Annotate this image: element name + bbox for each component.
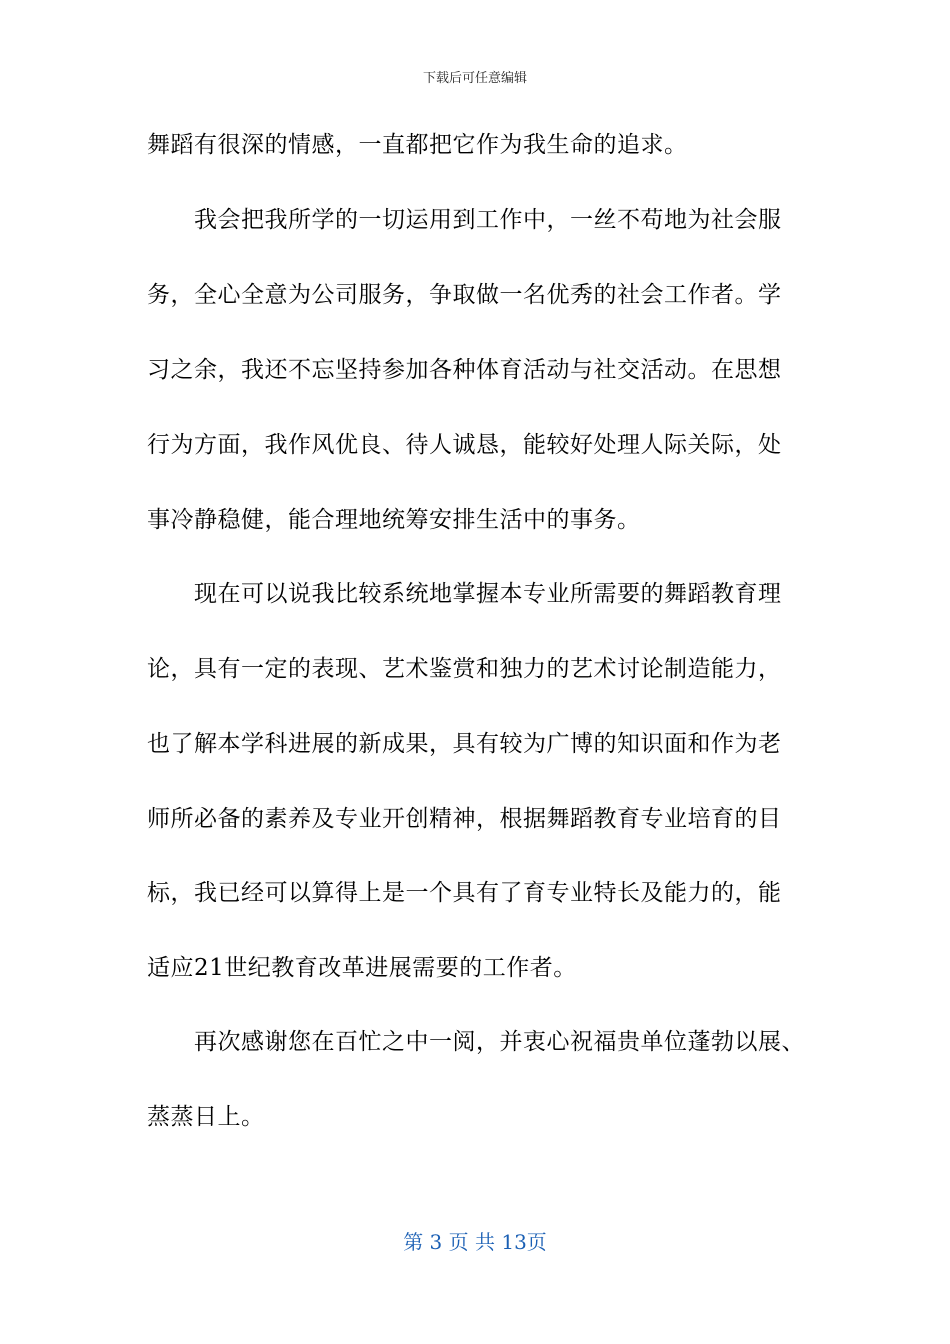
paragraph-first-line: 现在可以说我比较系统地掌握本专业所需要的舞蹈教育理 [194,581,782,607]
text-line: 事冷静稳健，能合理地统筹安排生活中的事务。 [147,507,641,533]
text-line: 也了解本学科进展的新成果，具有较为广博的知识面和作为老 [147,731,782,757]
page-number-footer: 第 3 页 共 13页 [403,1230,547,1254]
paragraph-first-line: 我会把我所学的一切运用到工作中，一丝不苟地为社会服 [194,207,782,233]
text-line: 适应21世纪教育改革进展需要的工作者。 [147,955,577,981]
paragraph-first-line: 再次感谢您在百忙之中一阅，并衷心祝福贵单位蓬勃以展、 [194,1029,805,1055]
text-line: 蒸蒸日上。 [147,1104,265,1130]
text-line: 论，具有一定的表现、艺术鉴赏和独力的艺术讨论制造能力， [147,656,782,682]
text-line: 标，我已经可以算得上是一个具有了育专业特长及能力的，能 [147,880,782,906]
text-line: 行为方面，我作风优良、待人诚恳，能较好处理人际关际，处 [147,432,782,458]
text-line: 师所必备的素养及专业开创精神，根据舞蹈教育专业培育的目 [147,806,782,832]
text-line: 习之余，我还不忘坚持参加各种体育活动与社交活动。在思想 [147,357,782,383]
page-header: 下载后可任意编辑 [422,71,527,86]
text-line: 务，全心全意为公司服务，争取做一名优秀的社会工作者。学 [147,282,782,308]
text-line: 舞蹈有很深的情感，一直都把它作为我生命的追求。 [147,132,688,158]
